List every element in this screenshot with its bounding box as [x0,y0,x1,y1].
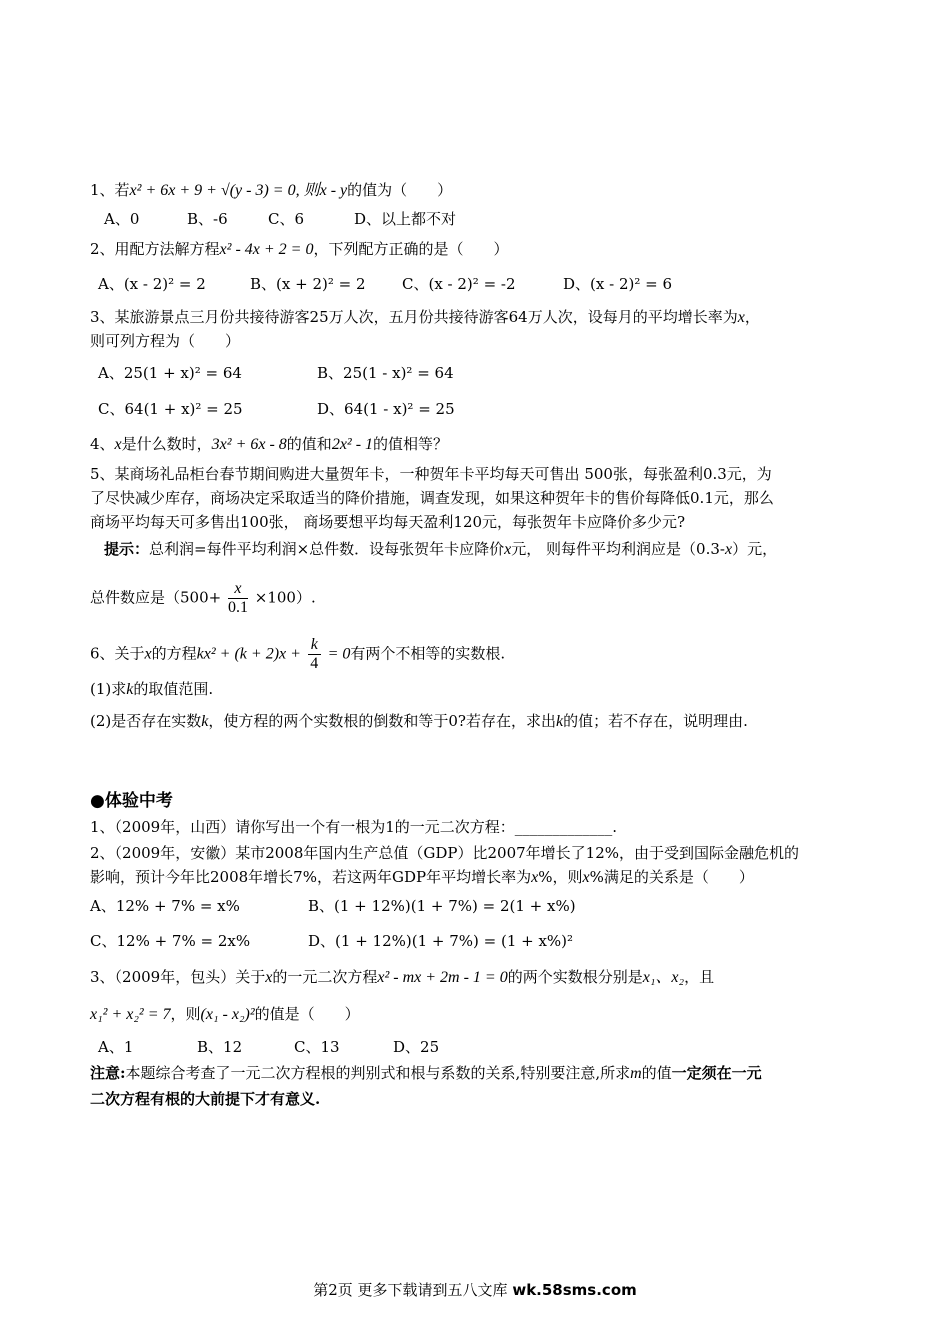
note-line2: 二次方程有根的大前提下才有意义. [90,1090,321,1108]
e2-option-d: D、(1 + 12%)(1 + 7%) = (1 + x%)² [308,932,574,950]
q6-part2: (2)是否存在实数k，使方程的两个实数根的倒数和等于0?若存在，求出k的值；若不存在，说明理由. [90,712,748,730]
q1-stem: 1、若x² + 6x + 9 + √(y - 3) = 0, 则x - y的值为（ ） [90,181,453,199]
e3-options [98,1036,439,1058]
e2-line2: 影响，预计今年比2008年增长7%，若这两年GDP年平均增长率为x%，则x%满足的关系是（ ） [90,868,754,886]
e2-options-row1 [90,895,576,917]
q2-option-b: B、(x + 2)² = 2 [250,275,366,293]
q5-line3: 商场平均每天可多售出100张， 商场要想平均每天盈利120元，每张贺年卡应降价多少元? [90,513,686,531]
hint-line2: 总件数应是（500+ $\frac{x}{0.1}$ ×100）. [90,580,316,616]
q2-stem: 2、用配方法解方程x² - 4x + 2 = 0，下列配方正确的是（ ） [90,240,509,258]
q1-option-d: D、以上都不对 [354,210,457,228]
q3-stem-line2: 则可列方程为（ ） [90,332,241,350]
q3-option-a: A、25(1 + x)² = 64 [98,364,242,382]
q2-options [98,273,672,295]
e1-stem: 1、（2009年，山西）请你写出一个有一根为1的一元二次方程：_____________. [90,818,618,836]
e3-option-b: B、12 [197,1038,243,1056]
q2-equation: x² - 4x + 2 = 0 [219,241,314,258]
e2-option-a: A、12% + 7% = x% [90,897,240,915]
e3-stem-line1: 3、（2009年，包头）关于x的一元二次方程x² - mx + 2m - 1 = 0的两个实数根分别是x₁、x₂，且 [90,968,715,986]
e3-stem-line2: x₁² + x₂² = 7，则(x₁ - x₂)²的值是（ ） [90,1005,360,1023]
q4-stem: 4、x是什么数时，3x² + 6x - 8的值和2x² - 1的值相等？ [90,435,449,453]
e3-option-a: A、1 [98,1038,134,1056]
page-footer: 第2页 更多下载请到五八文库 wk.58sms.com [313,1281,637,1299]
e3-option-c: C、13 [294,1038,340,1056]
hint-label: 提示： [104,540,150,558]
q5-line2: 了尽快减少库存，商场决定采取适当的降价措施，调查发现，如果这种贺年卡的售价每降低0.1元，那么 [90,489,774,507]
q3-options-row2 [98,398,455,420]
q1-option-c: C、6 [268,210,305,228]
q3-options-row1 [98,362,454,384]
e2-options-row2 [90,930,573,952]
e2-option-b: B、(1 + 12%)(1 + 7%) = 2(1 + x%) [308,897,576,915]
q3-stem-line1: 3、某旅游景点三月份共接待游客25万人次，五月份共接待游客64万人次，设每月的平均增长率为x， [90,308,760,326]
note-label: 注意: [90,1064,126,1082]
section-title: ●体验中考 [90,791,173,811]
q6-fraction: $\frac{k}{4}$ [308,636,321,673]
q6-part1: (1)求k的取值范围. [90,680,214,698]
e3-option-d: D、25 [393,1038,440,1056]
q3-option-b: B、25(1 - x)² = 64 [317,364,454,382]
q2-option-c: C、(x - 2)² = -2 [402,275,516,293]
q6-stem: 6、关于x的方程kx² + (k + 2)x + $\frac{k}{4}$ = 0有两个不相等的实数根. [90,636,506,672]
footer-site[interactable]: wk.58sms.com [512,1281,637,1299]
q2-option-a: A、(x - 2)² = 2 [98,275,206,293]
q1-option-b: B、-6 [187,210,228,228]
e2-option-c: C、12% + 7% = 2x% [90,932,251,950]
e2-line1: 2、（2009年，安徽）某市2008年国内生产总值（GDP）比2007年增长了12%，由于受到国际金融危机的 [90,844,800,862]
q1-options [104,208,456,230]
note-line1: 注意:本题综合考查了一元二次方程根的判别式和根与系数的关系,特别要注意,所求m的值一定须在一元 [90,1064,762,1082]
q3-option-d: D、64(1 - x)² = 25 [317,400,455,418]
q5-line1: 5、某商场礼品柜台春节期间购进大量贺年卡，一种贺年卡平均每天可售出 500张，每张盈利0.3元，为 [90,465,772,483]
hint-fraction: $\frac{x}{0.1}$ [227,580,248,616]
q1-option-a: A、0 [104,210,140,228]
q1-equation: x² + 6x + 9 + √(y - 3) = 0, 则x - y [129,182,348,199]
q3-option-c: C、64(1 + x)² = 25 [98,400,243,418]
hint-line1: 提示：总利润=每件平均利润×总件数．设每张贺年卡应降价x元， 则每件平均利润应是（0.3-x）元， [104,540,778,558]
q2-option-d: D、(x - 2)² = 6 [563,275,672,293]
